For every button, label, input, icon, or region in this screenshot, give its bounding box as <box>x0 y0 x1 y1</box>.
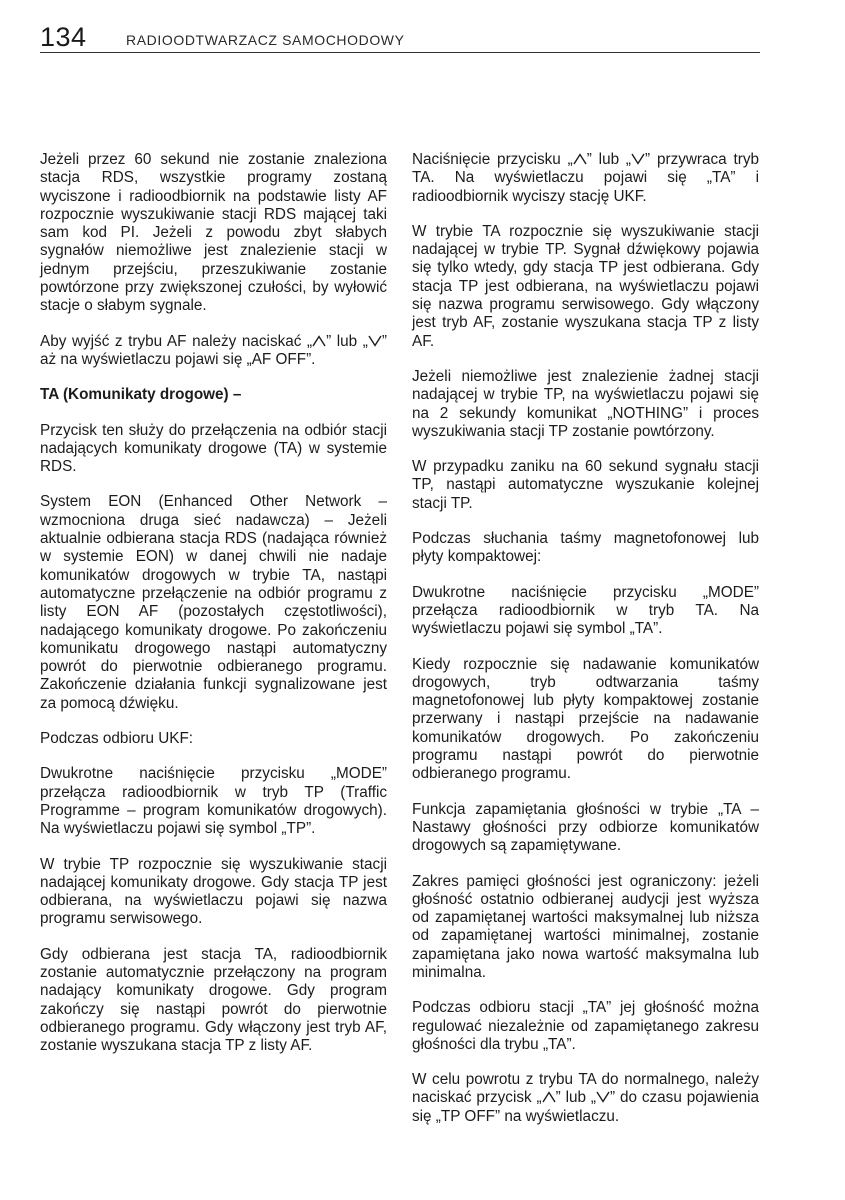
paragraph: Jeżeli przez 60 sekund nie zostanie znaleziona stacja RDS, wszystkie programy zostaną wyciszone i radioodbiornik na podstawie listy AF rozpocznie wyszukiwanie stacji RDS mającej taki sam kod PI. Jeżeli z powodu zbyt słabych sygnałów niemożliwe jest znalezienie stacji w jednym przejściu, przeszukiwanie zostanie powtórzone przy zwiększonej czułości, by wyłowić stacje o słabym sygnale. <box>40 151 387 315</box>
paragraph: W trybie TP rozpocznie się wyszukiwanie stacji nadającej komunikaty drogowe. Gdy stacja TP jest odbierana, na wyświetlaczu pojawi się nazwa programu serwisowego. <box>40 855 387 928</box>
caret-up-icon <box>542 1091 556 1103</box>
paragraph: Podczas odbioru stacji „TA” jej głośność można regulować niezależnie od zapamiętanego zakresu głośności dla trybu „TA”. <box>412 999 759 1053</box>
paragraph: System EON (Enhanced Other Network – wzmocniona druga sieć nadawcza) – Jeżeli aktualnie odbierana stacja RDS (nadająca również w systemie EON) w danej chwili nie nadaje komunikatów drogowych w trybie TA, nastąpi automatyczne przełączenie na odbiór programu z listy EON AF (pozostałych częstotliwości), nadającego komunikaty drogowe. Po zakończeniu komunikatu drogowego nastąpi automatyczny powrót do pierwotnie odbieranego programu. Zakończenie działania funkcji sygnalizowane jest za pomocą dźwięku. <box>40 493 387 712</box>
caret-up-icon <box>312 335 326 347</box>
paragraph: Gdy odbierana jest stacja TA, radioodbiornik zostanie automatycznie przełączony na program nadający komunikaty drogowe. Gdy program zakończy się nastąpi powrót do pierwotnie odbieranego programu. Gdy włączony jest tryb AF, zostanie wyszukana stacja TP z listy AF. <box>40 945 387 1055</box>
paragraph: Zakres pamięci głośności jest ograniczony: jeżeli głośność ostatnio odbieranej audycji jest wyższa od zapamiętanej wartości maksymalnej lub niższa od zapamiętanej wartości minimalnej, zostanie zapamiętana jako nowa wartość maksymalna lub minimalna. <box>412 872 759 981</box>
text-run: ” przywraca tryb TA. Na wyświetlaczu pojawi się „TA” i radioodbiornik wyciszy stację UKF. <box>412 151 760 205</box>
paragraph: Podczas odbioru UKF: <box>40 730 194 748</box>
paragraph: Dwukrotne naciśnięcie przycisku „MODE” przełącza radioodbiornik w tryb TA. Na wyświetlaczu pojawi się symbol „TA”. <box>412 583 759 638</box>
paragraph: Jeżeli niemożliwe jest znalezienie żadnej stacji nadającej w trybie TP, na wyświetlaczu pojawi się na 2 sekundy komunikat „NOTHING” i proces wyszukiwania stacji TP zostanie powtórzony. <box>412 367 759 440</box>
text-run: Aby wyjść z trybu AF należy naciskać „ <box>40 332 313 350</box>
right-column <box>412 151 759 1143</box>
paragraph-ta-restore <box>412 151 759 206</box>
text-run: ” lub „ <box>586 151 632 168</box>
caret-up-icon <box>573 153 587 165</box>
paragraph: Dwukrotne naciśnięcie przycisku „MODE” przełącza radioodbiornik w tryb TP (Traffic Programme – program komunikatów drogowych). Na wyświetlaczu pojawi się symbol „TP”. <box>40 765 387 838</box>
text-run: W celu powrotu z trybu TA do normalnego, należy naciskać przycisk „ <box>412 1071 759 1107</box>
left-column <box>40 151 387 1072</box>
caret-down-icon <box>631 153 645 165</box>
text-run: Naciśnięcie przycisku „ <box>412 151 573 168</box>
paragraph-ta-exit <box>412 1071 759 1126</box>
paragraph: W przypadku zaniku na 60 sekund sygnału stacji TP, nastąpi automatyczne wyszukanie kolejnej stacji TP. <box>412 458 759 512</box>
header-divider <box>40 52 760 53</box>
caret-down-icon <box>368 335 382 347</box>
paragraph: Funkcja zapamiętania głośności w trybie „TA – Nastawy głośności przy odbiorze komunikatów drogowych są zapamiętywane. <box>412 800 759 855</box>
paragraph: Kiedy rozpocznie się nadawanie komunikatów drogowych, tryb odtwarzania taśmy magnetofonowej lub płyty kompaktowej zostanie przerwany i nastąpi przejście na nadawanie komunikatów drogowych. Po zakończeniu programu nastąpi powrót do pierwotnie odbieranego programu. <box>412 655 759 783</box>
text-run: ” lub „ <box>326 332 368 350</box>
paragraph-af-exit <box>40 333 387 370</box>
paragraph: W trybie TA rozpocznie się wyszukiwanie stacji nadającej w trybie TP. Sygnał dźwiękowy pojawia się tylko wtedy, gdy stacja TP jest odbierana. Gdy stacja TP jest odbierana, na wyświetlaczu pojawi się nazwa programu serwisowego. Gdy włączony jest tryb AF, zostanie wyszukana stacja TP z listy AF. <box>412 222 759 350</box>
page-header <box>40 22 760 54</box>
caret-down-icon <box>596 1091 610 1103</box>
paragraph: Przycisk ten służy do przełączenia na odbiór stacji nadających komunikaty drogowe (TA) w systemie RDS. <box>40 421 387 476</box>
section-heading: TA (Komunikaty drogowe) – <box>40 386 242 404</box>
running-title: RADIOODTWARZACZ SAMOCHODOWY <box>126 32 405 48</box>
text-run: ” aż na wyświetlaczu pojawi się „AF OFF”. <box>40 332 387 368</box>
text-run: ” lub „ <box>555 1089 596 1107</box>
page-number: 134 <box>40 22 87 52</box>
text-run: ” do czasu pojawienia się „TP OFF” na wyświetlaczu. <box>412 1089 760 1125</box>
paragraph: Podczas słuchania taśmy magnetofonowej lub płyty kompaktowej: <box>412 530 759 566</box>
